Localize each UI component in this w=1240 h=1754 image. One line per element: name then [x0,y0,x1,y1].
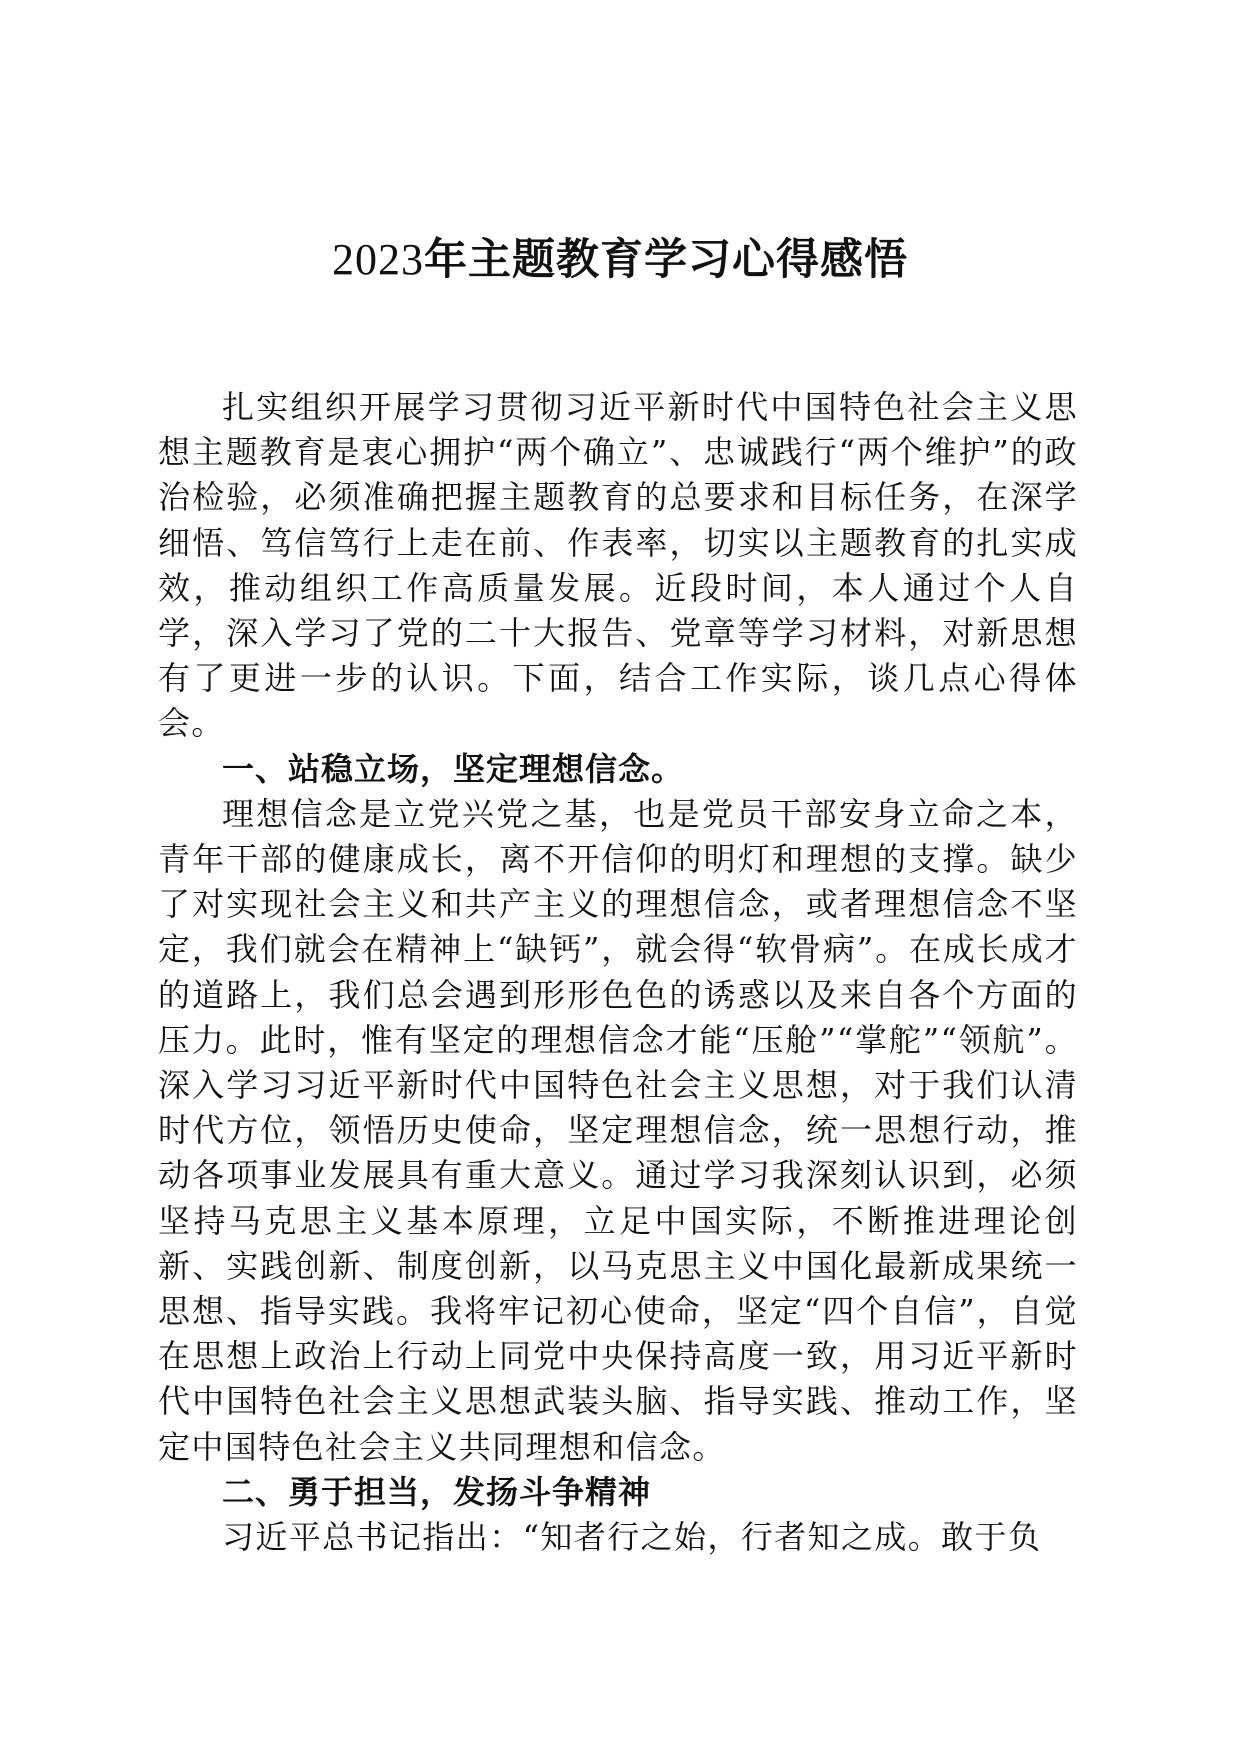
document-title [0,232,1240,288]
title-text: 年主题教育学习心得感悟 [424,235,908,285]
section-2-heading: 二、勇于担当，发扬斗争精神 [222,1472,652,1511]
section-1-paragraph: 理想信念是立党兴党之基，也是党员干部安身立命之本，青年干部的健康成长，离不开信仰的明灯和理想的支撑。缺少了对实现社会主义和共产主义的理想信念，或者理想信念不坚定，我们就会在精神上“缺钙”，就会得“软骨病”。在成长成才的道路上，我们总会遇到形形色色的诱惑以及来自各个方面的压力。此时，惟有坚定的理想信念才能“压舱”“掌舵”“领航”。深入学习习近平新时代中国特色社会主义思想，对于我们认清时代方位，领悟历史使命，坚定理想信念，统一思想行动，推动各项事业发展具有重大意义。通过学习我深刻认识到，必须坚持马克思主义基本原理，立足中国实际，不断推进理论创新、实践创新、制度创新，以马克思主义中国化最新成果统一思想、指导实践。我将牢记初心使命，坚定“四个自信”，自觉在思想上政治上行动上同党中央保持高度一致，用习近平新时代中国特色社会主义思想武装头脑、指导实践、推动工作，坚定中国特色社会主义共同理想和信念。 [158,794,1078,1466]
document-body [158,385,1078,1560]
intro-paragraph: 扎实组织开展学习贯彻习近平新时代中国特色社会主义思想主题教育是衷心拥护“两个确立”、忠诚践行“两个维护”的政治检验，必须准确把握主题教育的总要求和目标任务，在深学细悟、笃信笃行上走在前、作表率，切实以主题教育的扎实成效，推动组织工作高质量发展。近段时间，本人通过个人自学，深入学习了党的二十大报告、党章等学习材料，对新思想有了更进一步的认识。下面，结合工作实际，谈几点心得体会。 [158,388,1078,743]
title-year: 2023 [332,235,424,284]
section-2-paragraph: 习近平总书记指出：“知者行之始，行者知之成。敢于负 [222,1518,1042,1557]
section-1-heading: 一、站稳立场，坚定理想信念。 [222,749,685,788]
